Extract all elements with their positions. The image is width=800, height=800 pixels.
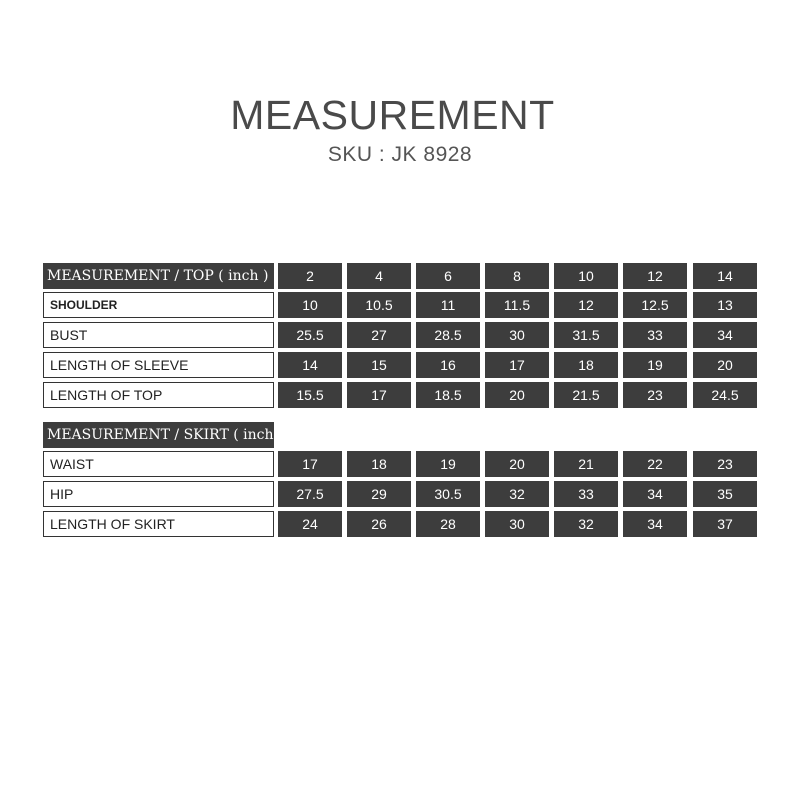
value-cell: 35 (693, 481, 757, 507)
value-cell: 17 (485, 352, 549, 378)
value-cell: 28.5 (416, 322, 480, 348)
page-title: MEASUREMENT (230, 92, 555, 138)
value-cell: 16 (416, 352, 480, 378)
row-label: WAIST (43, 451, 274, 477)
value-cell: 27.5 (278, 481, 342, 507)
row-label: LENGTH OF SLEEVE (43, 352, 274, 378)
value-cell: 30 (485, 322, 549, 348)
value-cell: 34 (623, 511, 687, 537)
value-cell: 34 (693, 322, 757, 348)
value-cell: 18 (554, 352, 618, 378)
value-cell: 20 (485, 382, 549, 408)
value-cell: 32 (485, 481, 549, 507)
size-header-cell: 12 (623, 263, 687, 289)
value-cell: 21 (554, 451, 618, 477)
value-cell: 11 (416, 292, 480, 318)
size-header-cell: 8 (485, 263, 549, 289)
value-cell: 32 (554, 511, 618, 537)
value-cell: 26 (347, 511, 411, 537)
skirt-table-header-label: MEASUREMENT / SKIRT ( inch ) (43, 422, 274, 448)
value-cell: 20 (485, 451, 549, 477)
size-header-cell: 14 (693, 263, 757, 289)
size-header-cell: 6 (416, 263, 480, 289)
value-cell: 37 (693, 511, 757, 537)
row-label: BUST (43, 322, 274, 348)
value-cell: 17 (347, 382, 411, 408)
value-cell: 15.5 (278, 382, 342, 408)
value-cell: 33 (554, 481, 618, 507)
value-cell: 20 (693, 352, 757, 378)
value-cell: 18.5 (416, 382, 480, 408)
value-cell: 29 (347, 481, 411, 507)
value-cell: 19 (623, 352, 687, 378)
row-label: LENGTH OF SKIRT (43, 511, 274, 537)
value-cell: 12.5 (623, 292, 687, 318)
sku-label: SKU : JK 8928 (327, 143, 473, 166)
row-label: HIP (43, 481, 274, 507)
value-cell: 33 (623, 322, 687, 348)
value-cell: 28 (416, 511, 480, 537)
value-cell: 13 (693, 292, 757, 318)
value-cell: 14 (278, 352, 342, 378)
value-cell: 34 (623, 481, 687, 507)
value-cell: 31.5 (554, 322, 618, 348)
size-header-cell: 2 (278, 263, 342, 289)
value-cell: 24.5 (693, 382, 757, 408)
value-cell: 30.5 (416, 481, 480, 507)
value-cell: 24 (278, 511, 342, 537)
value-cell: 30 (485, 511, 549, 537)
value-cell: 10.5 (347, 292, 411, 318)
value-cell: 11.5 (485, 292, 549, 318)
value-cell: 22 (623, 451, 687, 477)
value-cell: 10 (278, 292, 342, 318)
row-label: SHOULDER (43, 292, 274, 318)
value-cell: 17 (278, 451, 342, 477)
value-cell: 21.5 (554, 382, 618, 408)
value-cell: 18 (347, 451, 411, 477)
size-header-cell: 10 (554, 263, 618, 289)
value-cell: 25.5 (278, 322, 342, 348)
value-cell: 15 (347, 352, 411, 378)
row-label: LENGTH OF TOP (43, 382, 274, 408)
value-cell: 12 (554, 292, 618, 318)
value-cell: 23 (693, 451, 757, 477)
value-cell: 27 (347, 322, 411, 348)
size-header-cell: 4 (347, 263, 411, 289)
value-cell: 19 (416, 451, 480, 477)
value-cell: 23 (623, 382, 687, 408)
top-table-header-label: MEASUREMENT / TOP ( inch ) (43, 263, 274, 289)
